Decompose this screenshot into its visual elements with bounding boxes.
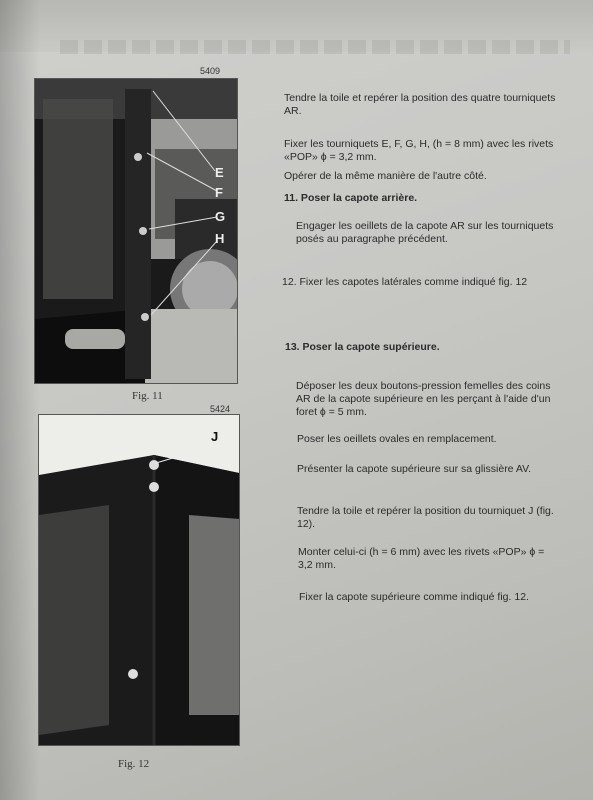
figure-number: 5409 [200,66,221,76]
bleed-through-text [60,40,570,54]
section-heading: 13. Poser la capote supérieure. [285,341,440,353]
paragraph: Tendre la toile et repérer la position des quatre tourniquets AR. [284,92,556,117]
figure-caption: Fig. 12 [118,758,150,770]
callout-e: E [215,165,224,180]
callout-h: H [215,231,225,246]
paragraph: 12. Fixer les capotes latérales comme indiqué fig. 12 [282,276,528,288]
top-cover-corner-illustration [39,415,239,745]
jeep-rear-corner-illustration [35,79,237,383]
paragraph: Engager les oeillets de la capote AR sur les tourniquets posés au paragraphe précédent. [296,220,554,245]
figure-12-photo [38,414,240,746]
paragraph: Fixer les tourniquets E, F, G, H, (h = 8 mm) avec les rivets «POP» ϕ = 3,2 mm. [284,138,554,163]
paragraph: Monter celui-ci (h = 6 mm) avec les rivets «POP» ϕ = 3,2 mm. [298,546,545,571]
paragraph: Opérer de la même manière de l'autre côté. [284,170,487,182]
paragraph: Fixer la capote supérieure comme indiqué fig. 12. [299,591,529,603]
paragraph: Présenter la capote supérieure sur sa glissière AV. [297,463,532,475]
figure-caption: Fig. 11 [132,390,163,402]
figure-number: 5424 [210,404,231,414]
section-heading: 11. Poser la capote arrière. [284,192,418,204]
paragraph: Tendre la toile et repérer la position du tourniquet J (fig. 12). [297,505,554,530]
paragraph: Poser les oeillets ovales en remplacement. [297,433,497,445]
paragraph: Déposer les deux boutons-pression femelles des coins AR de la capote supérieure en les perçant à l'aide d'un foret ϕ = 5 mm. [296,380,551,418]
callout-f: F [215,185,223,200]
figure-11-photo [34,78,238,384]
callout-g: G [215,209,226,224]
callout-j: J [211,429,219,444]
